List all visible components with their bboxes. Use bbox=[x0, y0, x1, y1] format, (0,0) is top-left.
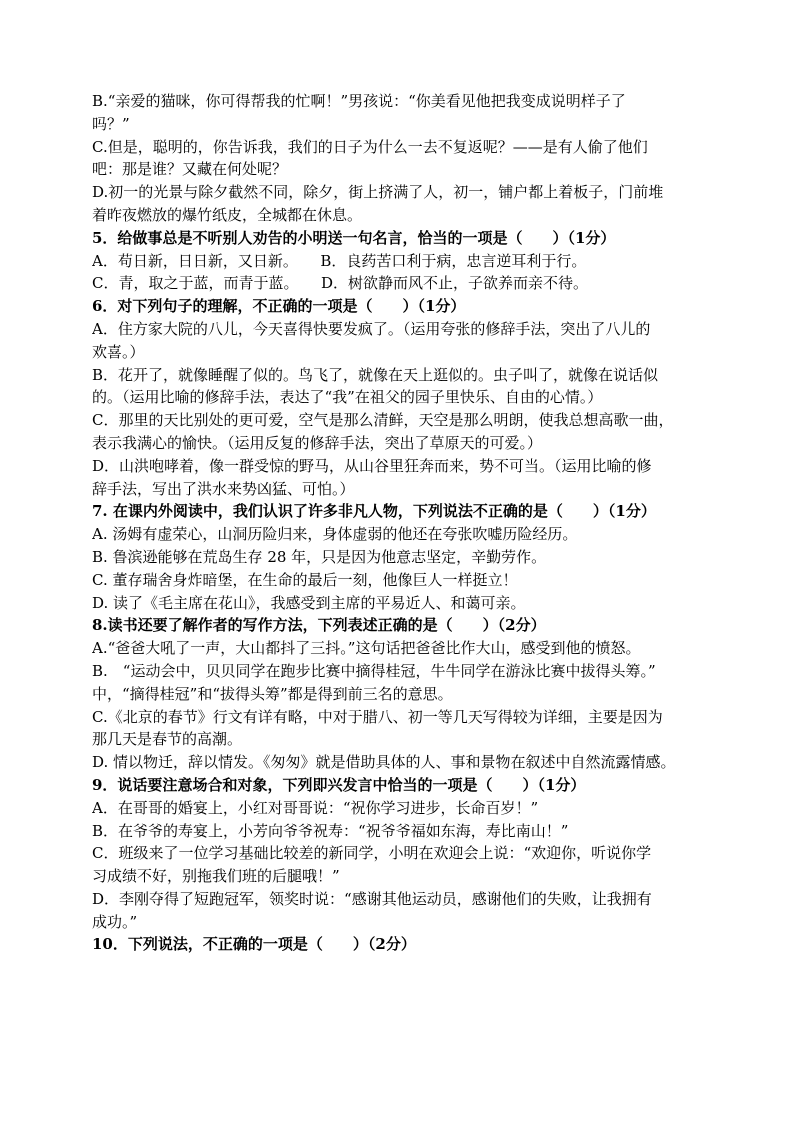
text-line: A. 汤姆有虚荣心，山洞历险归来，身体虚弱的他还在夸张吹嘘历险经历。 bbox=[92, 525, 578, 544]
question-heading: 5．给做事总是不听别人劝告的小明送一句名言，恰当的一项是（ ）（1分） bbox=[92, 228, 616, 247]
text-line: C．那里的天比别处的更可爱，空气是那么清鲜，天空是那么明朗，使我总想高歌一曲， bbox=[92, 411, 674, 430]
text-line: D．李刚夺得了短跑冠军，领奖时说：“感谢其他运动员，感谢他们的失败，让我拥有 bbox=[92, 889, 652, 908]
text-line: C．班级来了一位学习基础比较差的新同学，小明在欢迎会上说：“欢迎你，听说你学 bbox=[92, 844, 652, 863]
text-line: 欢喜。） bbox=[92, 342, 145, 361]
text-line: 辞手法，写出了洪水来势凶猛、可怕。） bbox=[92, 479, 355, 498]
text-line: A．住方家大院的八儿，今天喜得快要发疯了。（运用夸张的修辞手法，突出了八儿的 bbox=[92, 319, 651, 338]
text-line: C．青，取之于蓝，而青于蓝。 D．树欲静而风不止，子欲养而亲不待。 bbox=[92, 274, 589, 293]
text-line: 那几天是春节的高潮。 bbox=[92, 730, 243, 749]
text-line: B．花开了，就像睡醒了似的。鸟飞了，就像在天上逛似的。虫子叫了，就像在说话似 bbox=[92, 365, 659, 384]
text-line: B. 鲁滨逊能够在荒岛生存 28 年，只是因为他意志坚定，辛勤劳作。 bbox=[92, 547, 547, 566]
text-line: 吧：那是谁？又藏在何处呢？ bbox=[92, 160, 288, 179]
text-line: C.《北京的春节》行文有详有略，中对于腊八、初一等几天写得较为详细，主要是因为 bbox=[92, 707, 663, 726]
question-heading: 6．对下列句子的理解，不正确的一项是（ ）（1分） bbox=[92, 297, 466, 316]
text-line: 的。（运用比喻的修辞手法，表达了“我”在祖父的园子里快乐、自由的心情。） bbox=[92, 388, 603, 407]
text-line: B．在爷爷的寿宴上，小芳向爷爷祝寿：“祝爷爷福如东海，寿比南山！” bbox=[92, 821, 569, 840]
text-line: 习成绩不好，别拖我们班的后腿哦！” bbox=[92, 867, 340, 886]
text-line: C. 董存瑞舍身炸暗堡，在生命的最后一刻，他像巨人一样挺立！ bbox=[92, 570, 518, 589]
document-page bbox=[92, 90, 704, 956]
question-heading: 10．下列说法，不正确的一项是（ ）（2分） bbox=[92, 935, 416, 954]
text-line: A.“爸爸大吼了一声，大山都抖了三抖。”这句话把爸爸比作大山，感受到他的愤怒。 bbox=[92, 639, 641, 658]
text-line: C.但是，聪明的，你告诉我，我们的日子为什么一去不复返呢？——是有人偷了他们 bbox=[92, 137, 648, 156]
text-line: D. 情以物迁，辞以情发。《匆匆》就是借助具体的人、事和景物在叙述中自然流露情感。 bbox=[92, 753, 676, 772]
text-line: D. 读了《毛主席在花山》，我感受到主席的平易近人、和蔼可亲。 bbox=[92, 593, 526, 612]
text-line: 中，“摘得桂冠”和“拔得头筹”都是得到前三名的意思。 bbox=[92, 684, 453, 703]
text-line: 着昨夜燃放的爆竹纸皮，全城都在休息。 bbox=[92, 205, 363, 224]
question-heading: 8.读书还要了解作者的写作方法，下列表述正确的是（ ）（2分） bbox=[92, 616, 546, 635]
text-line: B. “运动会中，贝贝同学在跑步比赛中摘得桂冠，牛牛同学在游泳比赛中拔得头筹。” bbox=[92, 661, 656, 680]
text-line: 表示我满心的愉快。（运用反复的修辞手法，突出了草原天的可爱。） bbox=[92, 433, 543, 452]
question-heading: 7. 在课内外阅读中，我们认识了许多非凡人物，下列说法不正确的是（ ）（1分） bbox=[92, 502, 656, 521]
text-line: A．在哥哥的婚宴上，小红对哥哥说：“祝你学习进步，长命百岁！” bbox=[92, 798, 539, 817]
text-line: 成功。” bbox=[92, 912, 138, 931]
text-line: B.“亲爱的猫咪，你可得帮我的忙啊！”男孩说：“你美看见他把我变成说明样子了 bbox=[92, 92, 626, 110]
text-line: A．苟日新，日日新，又日新。 B．良药苦口利于病，忠言逆耳利于行。 bbox=[92, 251, 587, 270]
text-line: 吗？” bbox=[92, 114, 130, 133]
text-line: D．山洪咆哮着，像一群受惊的野马，从山谷里狂奔而来，势不可当。（运用比喻的修 bbox=[92, 456, 652, 475]
text-line: D.初一的光景与除夕截然不同，除夕，街上挤满了人，初一，铺户都上着板子，门前堆 bbox=[92, 183, 664, 202]
question-heading: 9．说话要注意场合和对象，下列即兴发言中恰当的一项是（ ）（1分） bbox=[92, 775, 586, 794]
